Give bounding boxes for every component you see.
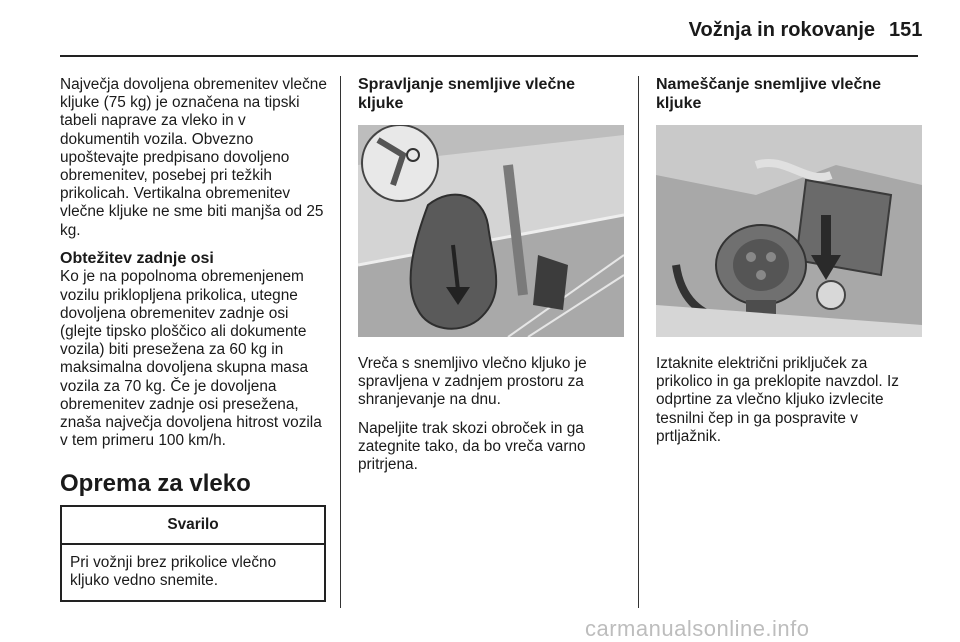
column-divider-2 [638,76,639,608]
column-left [60,76,328,498]
column-divider-1 [340,76,341,608]
header-rule [60,55,918,57]
column-right [656,76,922,456]
heading-rear-axle-load: Obtežitev zadnje osi [60,249,214,267]
heading-stowing-towbar: Spravljanje snemljive vlečne kljuke [358,76,576,112]
paragraph-socket-instruction: Iztaknite električni priključek za prikolico in ga preklopite navzdol. Iz odprtine za vlečno kljuko izvlecite tesnilni čep in ga pospravite v prtljažnik. [656,355,899,445]
watermark: carmanualsonline.info [585,616,810,641]
column-middle [358,76,624,484]
illustration-towbar-bag [358,125,624,337]
section-title-towing-equipment: Oprema za vleko [60,470,251,498]
paragraph-max-load: Največja dovoljena obremenitev vlečne kljuke (75 kg) je označena na tipski tabeli naprave za vleko in v dokumentih vozila. Obvezno upoštevajte predpisano dovoljeno obremenitev, posebej pri težkih prikolicah. Vertikalna obremenitev vlečne kljuke ne sme biti manjša od 25 kg. [60,76,327,239]
paragraph-rear-axle-load: Ko je na popolnoma obremenjenem vozilu priklopljena prikolica, utegne dovoljena obremenitev zadnje osi (glejte tipsko ploščico ali dokumente vozila) biti presežena za 60 kg in maksimalna dovoljena skupna masa vozila za 70 kg. Če je dovoljena obremenitev zadnje osi presežena, znaša največja dovoljena hitrost vozila v tem primeru 100 km/h. [60,268,322,450]
page-number: 151 [889,19,923,41]
illustration-trailer-socket [656,125,922,337]
caution-box [60,505,326,602]
paragraph-bag-location: Vreča s snemljivo vlečno kljuko je spravljena v zadnjem prostoru za shranjevanje na dnu. [358,355,587,409]
paragraph-strap-instruction: Napeljite trak skozi obroček in ga zategnite tako, da bo vreča varno pritrjena. [358,419,586,474]
heading-installing-towbar: Nameščanje snemljive vlečne kljuke [656,76,882,112]
caution-title: Svarilo [62,507,324,545]
caution-text: Pri vožnji brez prikolice vlečno kljuko vedno snemite. [70,554,277,590]
header-title: Vožnja in rokovanje [688,19,875,41]
